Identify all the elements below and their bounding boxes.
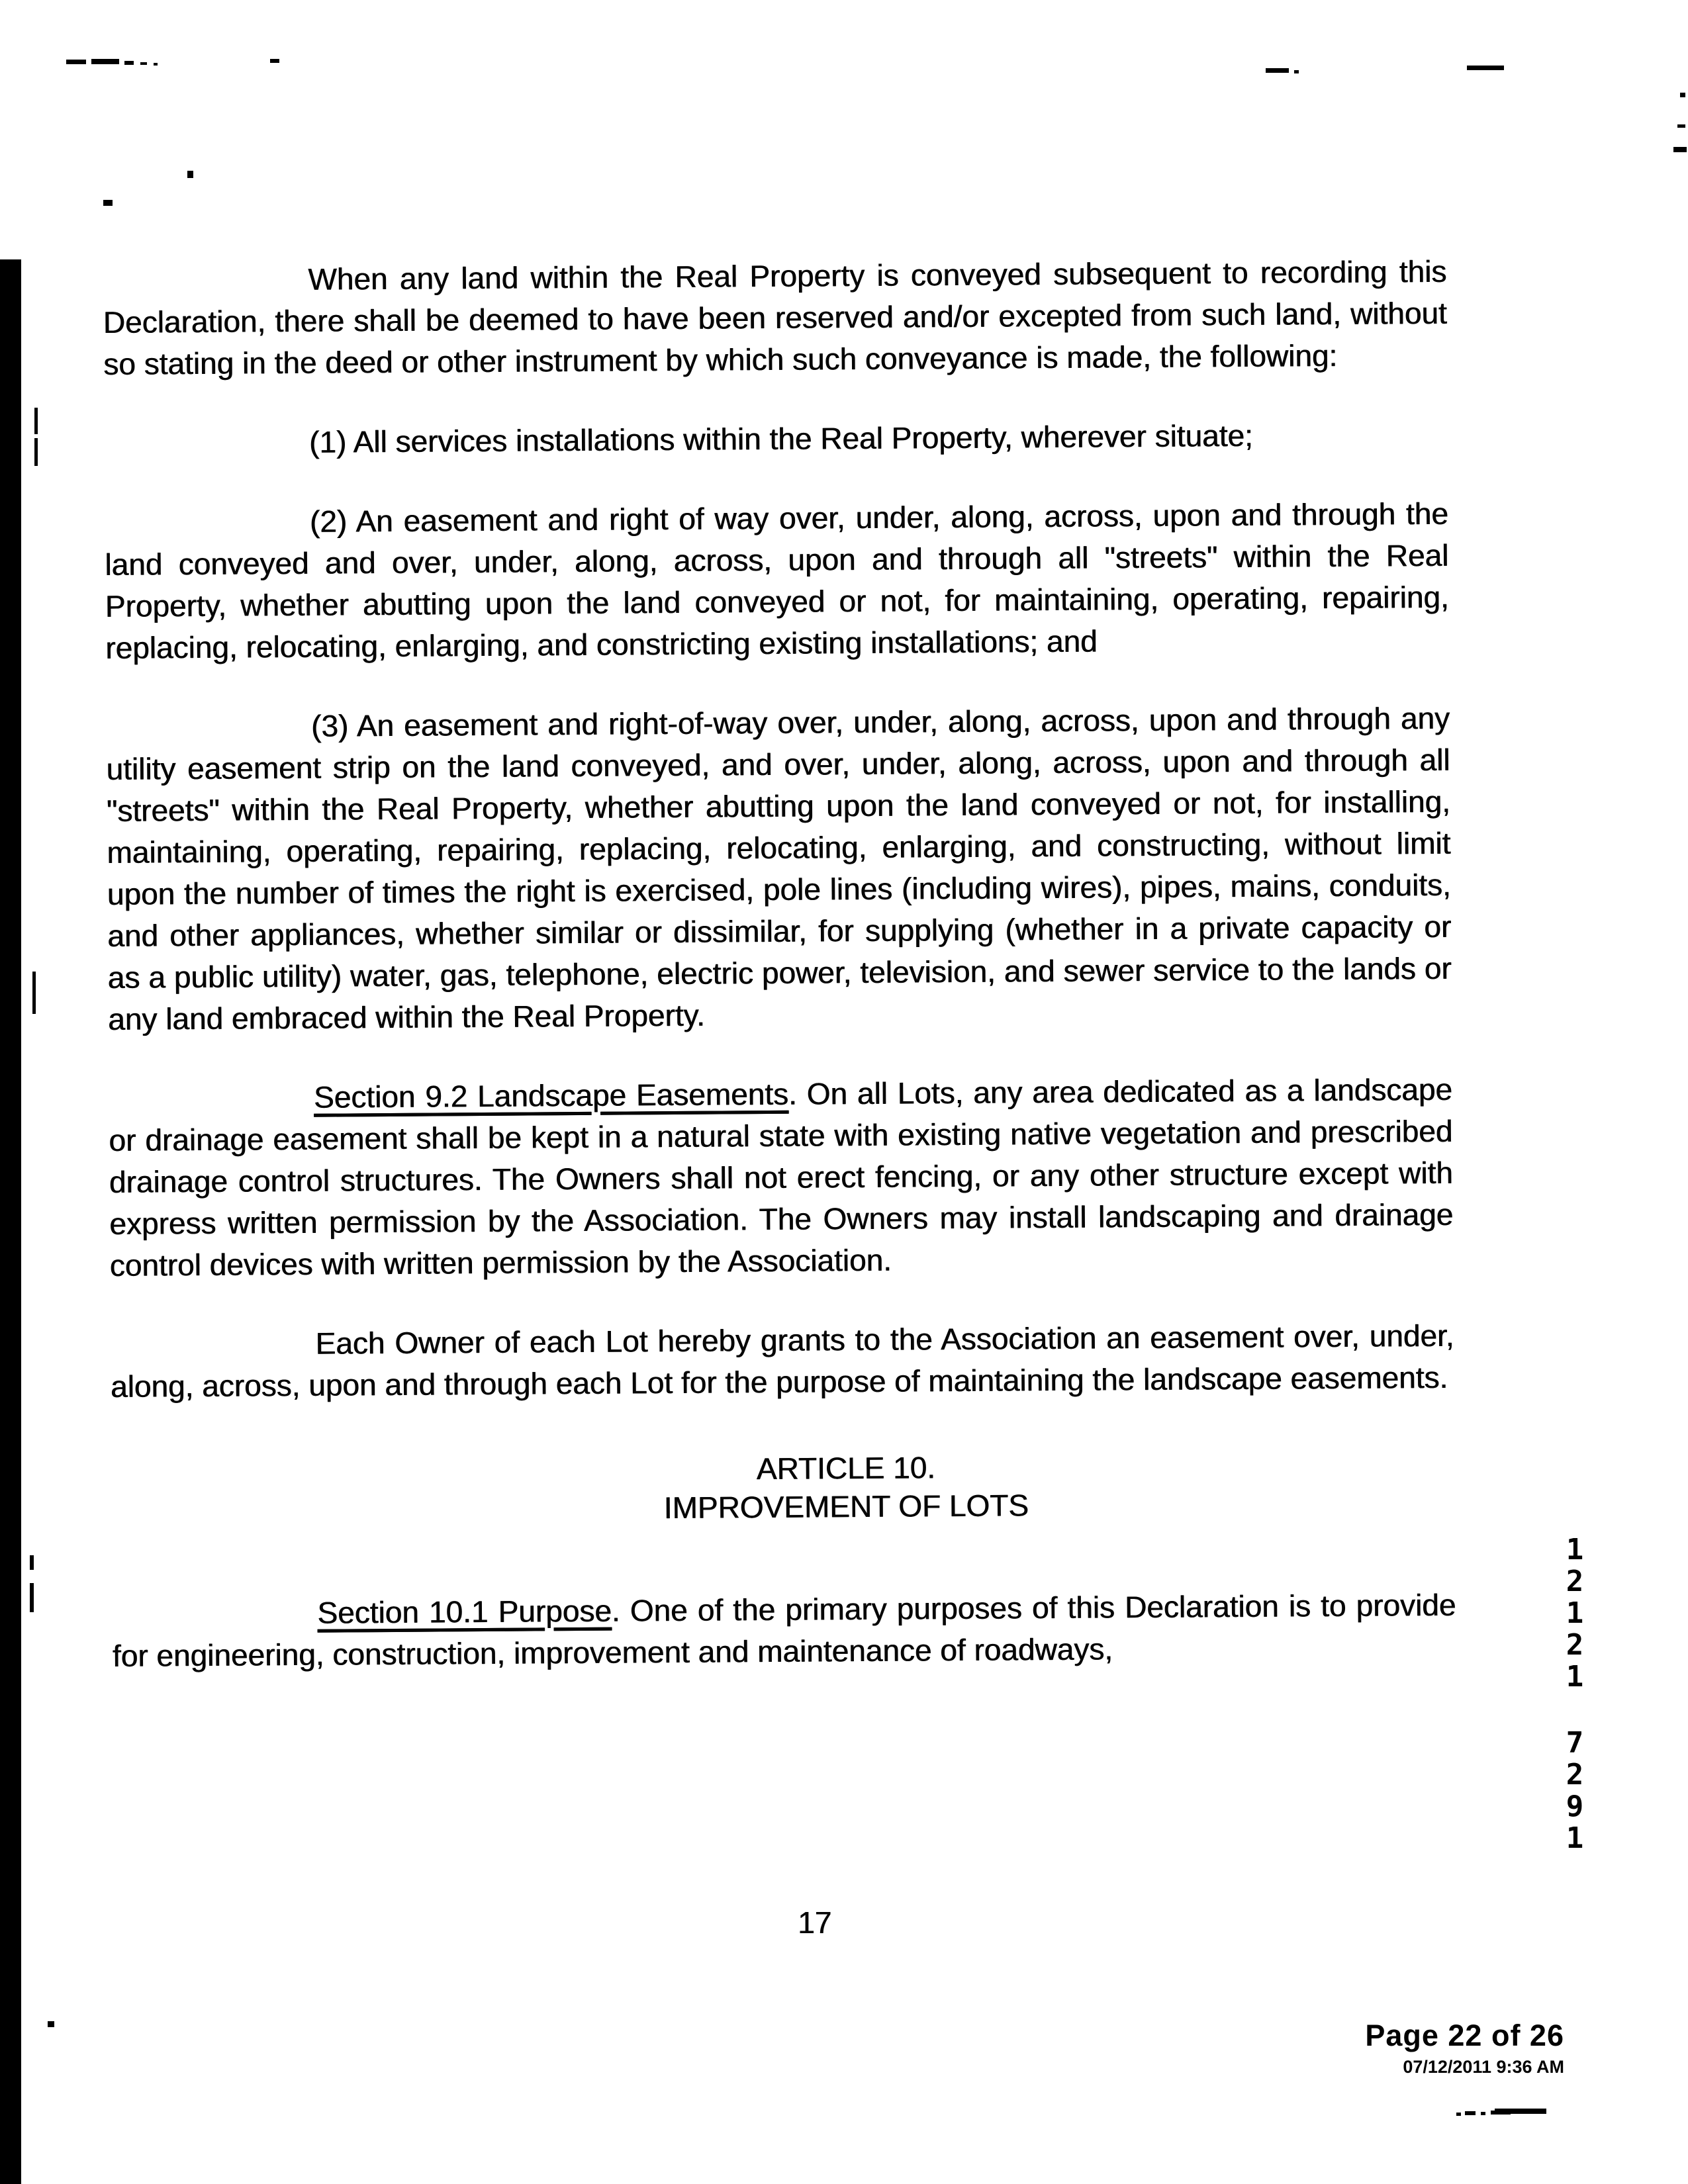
scan-artifact-line (1467, 66, 1504, 70)
list-item-1: (1) All services installations within the Real Property, wherever situate; (308, 418, 1253, 459)
scan-artifact-tick (32, 972, 36, 1014)
scan-artifact-dash (66, 60, 86, 64)
article-10-heading (174, 1444, 1519, 1530)
scan-artifact-dash (91, 59, 119, 64)
article-10-title: ARTICLE 10. (756, 1450, 936, 1486)
paragraph-each-owner: Each Owner of each Lot hereby grants to the Association an easement over, under, along, across, upon and through each Lot for the purpose of maintaining the landscape easements. (110, 1318, 1454, 1404)
scan-artifact-dot (48, 2021, 54, 2027)
scan-artifact-dash (140, 62, 147, 65)
footer-timestamp: 07/12/2011 9:36 AM (1403, 2057, 1564, 2077)
scan-artifact-dash (154, 63, 158, 66)
scan-artifact-dot (1680, 93, 1685, 97)
scan-artifact-line (1495, 2109, 1546, 2114)
section-9-2-body: . On all Lots, any area dedicated as a landscape or drainage easement shall be kept in a natural state with existing native vegetation and prescribed drainage control structures. The Owners shall not erect fencing, or any other structure except with express written permission by the Association. The Owners may install landscaping and drainage control devices with written permission by the Association. (109, 1071, 1454, 1283)
paragraph-conveyance: When any land within the Real Property is conveyed subsequent to recording this Declaration, there shall be deemed to have been reserved and/or excepted from such land, without so stating in the deed or other instrument by which such conveyance is made, the following: (103, 253, 1447, 381)
scan-artifact-dash (270, 59, 279, 63)
margin-stamp-digits-lower: 7291 (1566, 1726, 1584, 1855)
document-content (103, 251, 1456, 1677)
page-number: 17 (798, 1905, 832, 1940)
scan-artifact-tick (34, 408, 38, 434)
paragraph-section-10-1 (112, 1584, 1456, 1677)
footer-page-info: Page 22 of 26 (1365, 2019, 1564, 2052)
scan-artifact-dot (1294, 70, 1299, 73)
scan-artifact-dash (124, 61, 134, 65)
margin-stamp-digits-upper: 12121 (1566, 1533, 1584, 1694)
section-10-1-body: . One of the primary purposes of this Declaration is to provide for engineering, construction, improvement and maintenance of roadways, (112, 1587, 1456, 1673)
scan-artifact-tick (30, 1583, 34, 1612)
section-10-1-heading: Section 10.1 Purpose (317, 1593, 612, 1630)
scan-artifact-dash (1673, 147, 1687, 152)
scan-artifact-dot (187, 171, 193, 178)
scan-artifact-dash (1266, 68, 1289, 73)
scan-artifact-dash (1465, 2111, 1476, 2115)
scan-artifact-tick (30, 1555, 34, 1570)
footer-stamp (1365, 2019, 1564, 2077)
scan-artifact-mark (103, 200, 113, 206)
list-item-3: (3) An easement and right-of-way over, under, along, across, upon and through any utility easement strip on the land conveyed, and over, under, along, across, upon and through all "streets" within the Real Property, whether abutting upon the land conveyed or not, for installing, maintaining, operating, repairing, replacing, relocating, enlarging, and constructing, without limit upon the number of times the right is exercised, pole lines (including wires), pipes, mains, conduits, and other appliances, whether similar or dissimilar, for supplying (whether in a private capacity or as a public utility) water, gas, telephone, electric power, television, and sewer service to the lands or any land embraced within the Real Property. (106, 700, 1452, 1036)
scan-artifact-dot (1481, 2112, 1485, 2115)
list-item-2: (2) An easement and right of way over, under, along, across, upon and through the land conveyed and over, under, along, across, upon and through all "streets" within the Real Property, whether abutting upon the land conveyed or not, for maintaining, operating, repairing, replacing, relocating, enlarging, and constricting existing installations; and (105, 496, 1449, 665)
scan-artifact-tick (34, 438, 38, 466)
section-9-2-heading: Section 9.2 Landscape Easements (313, 1076, 789, 1115)
scan-artifact-dot (1456, 2113, 1461, 2116)
paragraph-section-9-2 (109, 1069, 1454, 1287)
scan-artifact-dash (1677, 124, 1685, 128)
article-10-subtitle: IMPROVEMENT OF LOTS (663, 1488, 1029, 1525)
scan-edge-bar (0, 259, 21, 2184)
